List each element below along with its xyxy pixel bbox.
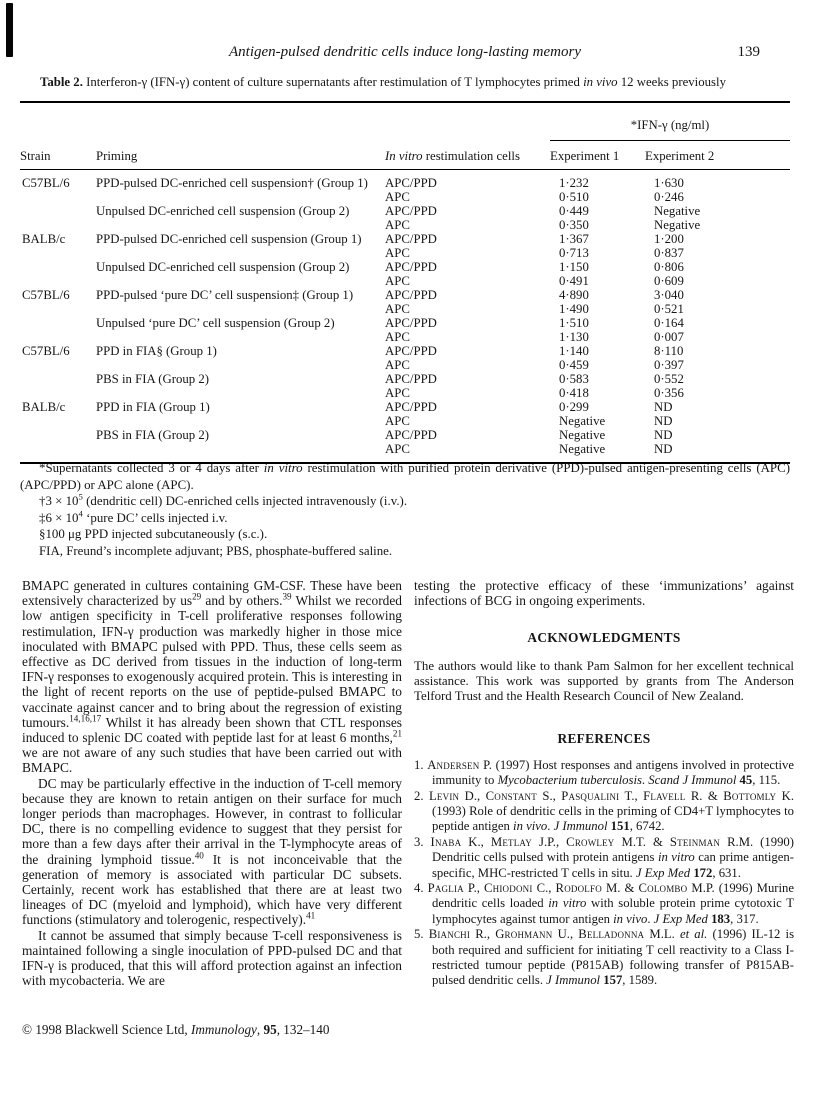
cell-strain: BALB/c: [22, 400, 66, 414]
footnote-dc-enriched: †3 × $10^5$ (dendritic cell) DC-enriched cells injected intravenously (i.v.).: [39, 491, 408, 508]
cell-exp2: 1·200: [654, 232, 684, 246]
paragraph-bmapc: BMAPC generated in cultures containing GM-CSF. These have been extensively characterized by $us^{29}$ and by others.$^{39}$ Whilst we recorded low antigen specificity in T-cell proliferative responses following restimulation, IFN-γ production was markedly higher in those mice inoculated with BMAPC pulsed with PPD. Thus, these cells seem as effective as DC derived from tissues in the induction of long-term IFN-γ responses to exogenously acquired protein. This is interesting in the light of recent reports on the use of peptide-pulsed BMAPC to vaccinate against cancer and to bring about the regression of existing tumours.$^{14,16,17}$ Whilst it has already been shown that CTL responses induced to splenic DC coated with peptide last for at least 6 months,$^{21}$ we are not aware of any such studies that have been carried out with BMAPC.: [22, 578, 402, 776]
reference-item: Levin D., Constant S., Pasqualini T., Flavell R. & Bottomly K. (1993) Role of dendritic cells in the priming of CD4+T lymphocytes to peptide antigen in vivo. J Immunol 151, 6742.: [428, 788, 795, 834]
cell-priming: PPD-pulsed DC-enriched cell suspension (Group 1): [96, 232, 362, 246]
cell-exp1: 0·491: [559, 274, 589, 288]
cell-priming: PPD-pulsed ‘pure DC’ cell suspension‡ (Group 1): [96, 288, 354, 302]
cell-restim: APC/PPD: [385, 232, 437, 246]
cell-restim: APC: [385, 218, 410, 232]
table-row: [20, 400, 790, 414]
table-row: [20, 386, 790, 400]
table-row: [20, 232, 790, 246]
cell-exp2: 0·609: [654, 274, 684, 288]
cell-exp1: 1·490: [559, 302, 589, 316]
cell-restim: APC: [385, 358, 410, 372]
col-header-restimulation-cells: In vitro restimulation cells: [385, 141, 550, 170]
page-number: 139: [737, 44, 760, 60]
cell-exp1: 4·890: [559, 288, 589, 302]
cell-strain: [20, 428, 96, 442]
cell-exp2: 0·397: [654, 358, 684, 372]
reference-item: Bianchi R., Grohmann U., Belladonna M.L. et al. (1996) IL-12 is both required and sufficient for initiating T cell reactivity to a Class I-restricted tumour peptide (P815AB) following transfer of P815AB-pulsed dendritic cells. J Immunol 157, 1589.: [428, 927, 795, 988]
table-row: [20, 372, 790, 386]
table-row: [20, 246, 790, 260]
cell-strain: BALB/c: [22, 232, 66, 246]
cell-exp2: 8·110: [654, 344, 684, 358]
cell-exp1: 1·150: [559, 260, 589, 274]
cell-strain: [20, 190, 96, 204]
cell-restim: APC/PPD: [385, 428, 437, 442]
cell-exp1: 0·510: [559, 190, 589, 204]
acknowledgments-heading: ACKNOWLEDGMENTS: [527, 630, 681, 646]
cell-priming: [96, 414, 385, 428]
cell-exp2: ND: [654, 428, 673, 442]
footnote-pure-dc: ‡6 × $10^4$ ‘pure DC’ cells injected i.v.: [39, 508, 228, 525]
cell-restim: APC/PPD: [385, 400, 437, 414]
cell-priming: [96, 274, 385, 288]
col-header-priming: Priming: [96, 141, 385, 170]
cell-strain: [20, 372, 96, 386]
cell-strain: [20, 302, 96, 316]
cell-priming: PBS in FIA (Group 2): [96, 428, 210, 442]
table-row: [20, 260, 790, 274]
cell-exp1: 0·459: [559, 358, 589, 372]
cell-priming: PPD in FIA (Group 1): [96, 400, 210, 414]
references-heading: REFERENCES: [557, 730, 651, 746]
paragraph-protection: It cannot be assumed that simply because T-cell responsiveness is maintained following a single inoculation of PPD-pulsed DC and that IFN-γ is produced, that this will afford protection against an infection with mycobacteria. We are: [22, 927, 402, 989]
cell-exp1: 1·130: [559, 330, 589, 344]
cell-exp2: ND: [654, 442, 673, 456]
running-title: Antigen-pulsed dendritic cells induce long-lasting memory: [228, 44, 581, 60]
cell-exp2: 0·246: [654, 190, 684, 204]
cell-strain: [20, 246, 96, 260]
paragraph-testing: testing the protective efficacy of these ‘immunizations’ against infections of BCG in ongoing experiments.: [414, 578, 794, 609]
cell-strain: C57BL/6: [22, 344, 70, 358]
references-list: [414, 758, 794, 989]
ifn-span-header: *IFN-γ (ng/ml): [550, 102, 790, 141]
cell-restim: APC/PPD: [385, 260, 437, 274]
table-row: [20, 302, 790, 316]
footnote-ppd: §100 μg PPD injected subcutaneously (s.c.).: [39, 527, 268, 541]
cell-exp1: 0·449: [559, 204, 589, 218]
cell-strain: [20, 358, 96, 372]
cell-priming: Unpulsed ‘pure DC’ cell suspension (Group 2): [96, 316, 335, 330]
reference-item: Inaba K., Metlay J.P., Crowley M.T. & Steinman R.M. (1990) Dendritic cells pulsed with protein antigens in vitro can prime antigen-specific, MHC-restricted T cells in situ. J Exp Med 172, 631.: [430, 834, 795, 880]
cell-priming: PPD in FIA§ (Group 1): [96, 344, 217, 358]
cell-exp2: ND: [654, 414, 673, 428]
cell-strain: [20, 274, 96, 288]
cell-exp1: 1·232: [559, 176, 589, 190]
cell-exp2: 3·040: [654, 288, 684, 302]
table-row: [20, 344, 790, 358]
cell-exp2: 0·837: [654, 246, 684, 260]
page-footer: © 1998 Blackwell Science Ltd, Immunology, 95, 132–140: [22, 1022, 330, 1037]
cell-restim: APC: [385, 190, 410, 204]
cell-restim: APC: [385, 442, 410, 456]
cell-restim: APC: [385, 302, 410, 316]
cell-restim: APC/PPD: [385, 288, 437, 302]
cell-strain: [20, 204, 96, 218]
scan-artifact: [6, 3, 13, 57]
body-left-column: [22, 578, 402, 988]
cell-exp2: 0·521: [654, 302, 684, 316]
cell-exp1: 1·367: [559, 232, 589, 246]
footnote-supernatants: *Supernatants collected 3 or 4 days after in vitro restimulation with purified protein derivative (PPD)-pulsed antigen-presenting cells (APC) (APC/PPD) or APC alone (APC).: [20, 461, 790, 492]
cell-exp2: Negative: [654, 218, 701, 232]
acknowledgments-text: The authors would like to thank Pam Salmon for her excellent technical assistance. This work was supported by grants from The Anderson Telford Trust and the Health Research Council of New Zealand.: [414, 658, 794, 704]
table-row: [20, 358, 790, 372]
reference-item: Andersen P. (1997) Host responses and antigens involved in protective immunity to Mycobacterium tuberculosis. Scand J Immunol 45, 115.: [427, 757, 794, 788]
cell-exp2: 0·552: [654, 372, 684, 386]
table-row: [20, 330, 790, 344]
cell-priming: [96, 190, 385, 204]
cell-restim: APC: [385, 246, 410, 260]
cell-exp1: 0·350: [559, 218, 589, 232]
cell-exp2: ND: [654, 400, 673, 414]
cell-exp1: 1·140: [559, 344, 589, 358]
cell-restim: APC: [385, 330, 410, 344]
empty-header-cell: [385, 102, 550, 141]
cell-exp2: 0·806: [654, 260, 684, 274]
cell-restim: APC/PPD: [385, 176, 437, 190]
cell-priming: [96, 358, 385, 372]
table-caption: Table 2. Interferon-γ (IFN-γ) content of culture supernatants after restimulation of T lymphocytes primed in vivo 12 weeks previously: [40, 75, 726, 89]
cell-restim: APC: [385, 386, 410, 400]
cell-exp2: 0·164: [654, 316, 684, 330]
cell-priming: Unpulsed DC-enriched cell suspension (Group 2): [96, 204, 350, 218]
cell-priming: [96, 330, 385, 344]
cell-priming: Unpulsed DC-enriched cell suspension (Group 2): [96, 260, 350, 274]
cell-priming: [96, 246, 385, 260]
cell-exp1: Negative: [559, 442, 606, 456]
cell-strain: [20, 386, 96, 400]
cell-strain: C57BL/6: [22, 288, 70, 302]
empty-header-cell: [96, 102, 385, 141]
cell-restim: APC/PPD: [385, 316, 437, 330]
cell-exp1: Negative: [559, 428, 606, 442]
cell-restim: APC/PPD: [385, 204, 437, 218]
table-row: [20, 274, 790, 288]
cell-restim: APC/PPD: [385, 344, 437, 358]
footnote-abbreviations: FIA, Freund’s incomplete adjuvant; PBS, phosphate-buffered saline.: [39, 543, 393, 558]
table-row: [20, 316, 790, 330]
cell-strain: C57BL/6: [22, 176, 70, 190]
cell-restim: APC/PPD: [385, 372, 437, 386]
cell-priming: [96, 302, 385, 316]
cell-exp1: 0·583: [559, 372, 589, 386]
cell-exp2: 1·630: [654, 176, 684, 190]
cell-strain: [20, 330, 96, 344]
cell-priming: PPD-pulsed DC-enriched cell suspension† (Group 1): [96, 176, 368, 190]
results-table: [20, 101, 790, 464]
cell-exp2: Negative: [654, 204, 701, 218]
col-header-experiment-1: Experiment 1: [550, 141, 645, 170]
paragraph-dc-memory: DC may be particularly effective in the induction of T-cell memory because they are known to retain antigen on their surface for much longer periods than macrophages. However, in contrast to follicular DC, there is no compelling evidence to suggest that they persist for more than a few days after their arrival in the T-lymphocyte areas of the draining lymphoid tissue.$^{40}$ It is not inconceivable that the generation of memory is associated with particular DC subsets. Certainly, recent work has established that there are at least two lineages of DC (myeloid and lymphoid), which have very different functions (stimulatory and tolerogenic, respectively).$^{41}$: [22, 775, 402, 928]
cell-priming: [96, 386, 385, 400]
table-span-header-row: [20, 102, 790, 141]
cell-exp1: 0·713: [559, 246, 589, 260]
table-footnotes: [20, 460, 790, 559]
table-row: [20, 414, 790, 428]
table-row: [20, 204, 790, 218]
table-row: [20, 170, 790, 191]
cell-strain: [20, 218, 96, 232]
page-header: [20, 44, 790, 61]
table-row: [20, 428, 790, 442]
cell-priming: PBS in FIA (Group 2): [96, 372, 210, 386]
col-header-strain: Strain: [20, 141, 96, 170]
cell-exp2: 0·007: [654, 330, 684, 344]
table-row: [20, 288, 790, 302]
cell-strain: [20, 316, 96, 330]
body-right-column: [414, 578, 794, 989]
reference-item: Paglia P., Chiodoni C., Rodolfo M. & Colombo M.P. (1996) Murine dendritic cells loaded in vitro with soluble protein prime cytotoxic T lymphocytes against tumor antigen in vivo. J Exp Med 183, 317.: [427, 880, 795, 926]
cell-exp1: 1·510: [559, 316, 589, 330]
col-header-experiment-2: Experiment 2: [645, 141, 790, 170]
cell-restim: APC: [385, 414, 410, 428]
cell-restim: APC: [385, 274, 410, 288]
empty-header-cell: [20, 102, 96, 141]
cell-strain: [20, 260, 96, 274]
table-row: [20, 190, 790, 204]
table-row: [20, 218, 790, 232]
table-header-row: [20, 141, 790, 170]
cell-exp1: 0·299: [559, 400, 589, 414]
cell-exp2: 0·356: [654, 386, 684, 400]
cell-exp1: Negative: [559, 414, 606, 428]
cell-strain: [20, 414, 96, 428]
cell-exp1: 0·418: [559, 386, 589, 400]
cell-priming: [96, 218, 385, 232]
